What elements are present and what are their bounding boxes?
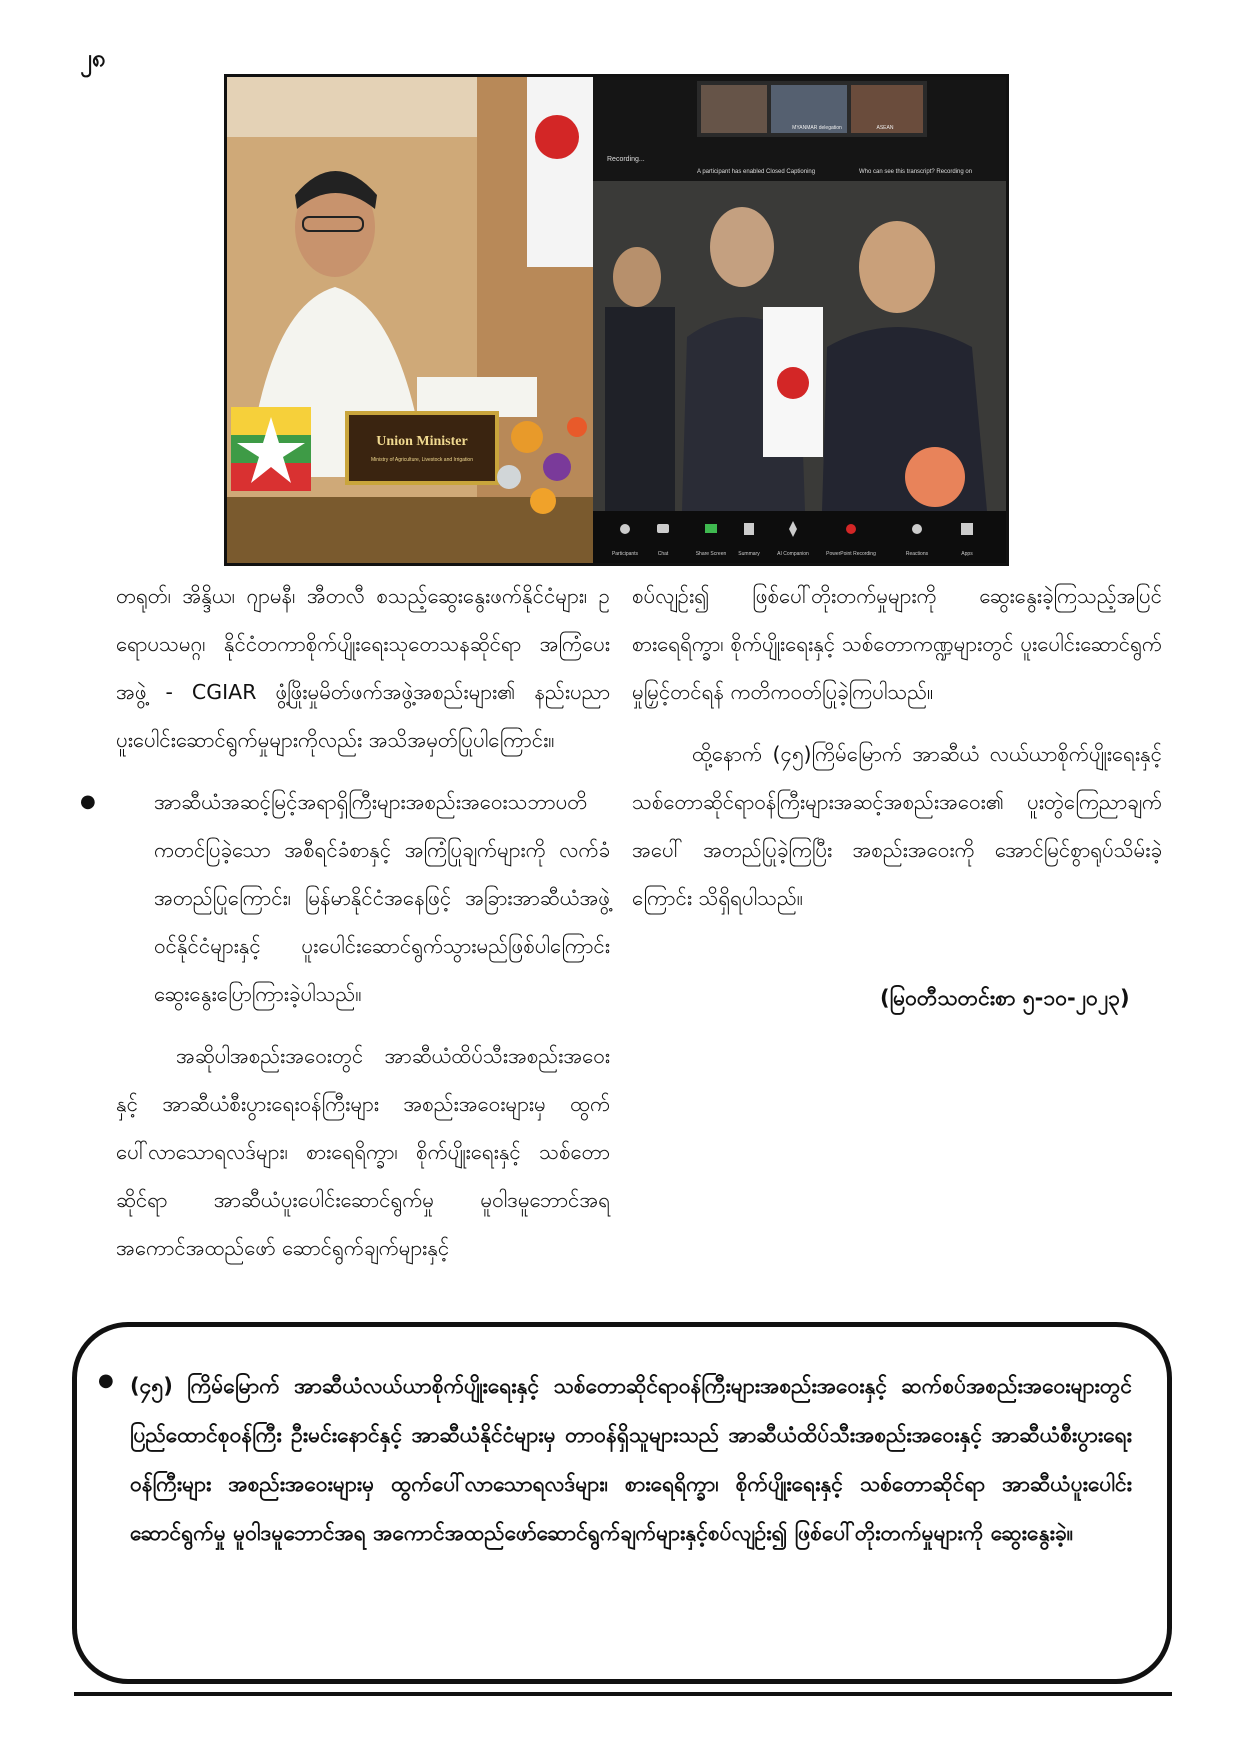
article-paragraph: အဆိုပါအစည်းအဝေးတွင် အာဆီယံထိပ်သီးအစည်းအဝေးနှင့် အာဆီယံစီးပွားရေးဝန်ကြီးများ အစည်းအဝေးများမှ ထွက်ပေါ်လာသောရလဒ်များ၊ စားရေရိက္ခာ၊ စိုက်ပျိုးရေးနှင့် သစ်တောဆိုင်ရာ အာဆီယံပူးပေါင်းဆောင်ရွက်မှု မူဝါဒမူဘောင်အရ အကောင်အထည်ဖော် ဆောင်ရွက်ချက်များနှင့် bbox=[116, 1044, 610, 1260]
caption-notice: A participant has enabled Closed Captioning bbox=[697, 169, 816, 175]
article-paragraph: စပ်လျဉ်း၍ ဖြစ်ပေါ်တိုးတက်မှုများကို ဆွေးနွေးခဲ့ကြသည့်အပြင် စားရေရိက္ခာ၊ စိုက်ပျိုးရေးနှင့် သစ်တောကဏ္ဍများတွင် ပူးပေါင်းဆောင်ရွက်မှုမြှင့်တင်ရန် ကတိကဝတ်ပြုခဲ့ကြပါသည်။ bbox=[632, 584, 1162, 704]
record-icon bbox=[846, 524, 856, 534]
toolbar-item: AI Companion bbox=[777, 551, 809, 557]
tile-label: MYANMAR delegation bbox=[792, 125, 842, 131]
source-citation: (မြဝတီသတင်းစာ ၅-၁၀-၂၀၂၃) bbox=[880, 986, 1130, 1010]
tile-label: ASEAN bbox=[876, 125, 894, 131]
page-number: ၂၈ bbox=[80, 44, 106, 72]
myanmar-flag-icon bbox=[231, 407, 311, 491]
article-paragraph: ထို့နောက် (၄၅)ကြိမ်မြောက် အာဆီယံ လယ်ယာစိုက်ပျိုးရေးနှင့် သစ်တောဆိုင်ရာဝန်ကြီးများအဆင့်အစည်းအဝေး၏ ပူးတွဲကြေညာချက်အပေါ် အတည်ပြုခဲ့ကြပြီး အစည်းအဝေးကို အောင်မြင်စွာရုပ်သိမ်းခဲ့ကြောင်း သိရှိရပါသည်။ bbox=[632, 742, 1162, 910]
meeting-photo bbox=[224, 74, 1009, 566]
toolbar-item: PowerPoint Recording bbox=[826, 551, 876, 557]
article-paragraph: တရုတ်၊ အိန္ဒိယ၊ ဂျာမနီ၊ အီတလီ စသည့်ဆွေးနွေးဖက်နိုင်ငံများ၊ ဥရောပသမဂ္ဂ၊ နိုင်ငံတကာစိုက်ပျိုးရေးသုတေသနဆိုင်ရာ အကြံပေးအဖွဲ့ - CGIAR ဖွံ့ဖြိုးမှုမိတ်ဖက်အဖွဲ့အစည်းများ၏ နည်းပညာပူးပေါင်းဆောင်ရွက်မှုများကိုလည်း အသိအမှတ်ပြုပါကြောင်း။ bbox=[116, 584, 610, 752]
summary-icon bbox=[744, 523, 754, 535]
participants-icon bbox=[620, 524, 630, 534]
caption-notice-right: Who can see this transcript? Recording on bbox=[859, 169, 973, 175]
recording-label: Recording... bbox=[607, 156, 645, 163]
toolbar-item: Summary bbox=[738, 551, 760, 557]
article-left-column bbox=[116, 572, 610, 1272]
reactions-icon bbox=[912, 524, 922, 534]
nameplate-subtitle: Ministry of Agriculture, Livestock and Irrigation bbox=[371, 457, 473, 463]
bullet-icon: ● bbox=[98, 1370, 114, 1391]
toolbar-item: Chat bbox=[657, 551, 669, 557]
article-right-column bbox=[632, 572, 1162, 922]
japan-flag-icon bbox=[535, 115, 579, 159]
toolbar-item: Reactions bbox=[905, 551, 929, 557]
nameplate-title: Union Minister bbox=[376, 434, 468, 449]
toolbar-item: Share Screen bbox=[695, 551, 727, 557]
chat-icon bbox=[657, 524, 669, 533]
footer-divider bbox=[74, 1692, 1172, 1696]
toolbar-item: Participants bbox=[611, 551, 639, 557]
share-screen-icon bbox=[705, 524, 717, 533]
toolbar-item: Apps bbox=[961, 551, 973, 557]
summary-text: (၄၅) ကြိမ်မြောက် အာဆီယံလယ်ယာစိုက်ပျိုးရေးနှင့် သစ်တောဆိုင်ရာဝန်ကြီးများအစည်းအဝေးနှင့် ဆက်စပ်အစည်းအဝေးများတွင် ပြည်ထောင်စုဝန်ကြီး ဦးမင်းနောင်နှင့် အာဆီယံနိုင်ငံများမှ တာဝန်ရှိသူများသည် အာဆီယံထိပ်သီးအစည်းအဝေးနှင့် အာဆီယံစီးပွားရေးဝန်ကြီးများ အစည်းအဝေးများမှ ထွက်ပေါ်လာသောရလဒ်များ၊ စားရေရိက္ခာ၊ စိုက်ပျိုးရေးနှင့် သစ်တောဆိုင်ရာ အာဆီယံပူးပေါင်းဆောင်ရွက်မှု မူဝါဒမူဘောင်အရ အကောင်အထည်ဖော်ဆောင်ရွက်ချက်များနှင့်စပ်လျဉ်း၍ ဖြစ်ပေါ်တိုးတက်မှုများကို ဆွေးနွေးခဲ့။ bbox=[130, 1374, 1132, 1545]
bullet-paragraph: ● အာဆီယံအဆင့်မြင့်အရာရှိကြီးများအစည်းအဝေးသဘာပတိကတင်ပြခဲ့သော အစီရင်ခံစာနှင့် အကြံပြုချက်များကို လက်ခံအတည်ပြုကြောင်း၊ မြန်မာနိုင်ငံအနေဖြင့် အခြားအာဆီယံအဖွဲ့ဝင်နိုင်ငံများနှင့် ပူးပေါင်းဆောင်ရွက်သွားမည်ဖြစ်ပါကြောင်း ဆွေးနွေးပြောကြားခဲ့ပါသည်။ bbox=[116, 778, 610, 1018]
apps-icon bbox=[961, 523, 973, 535]
